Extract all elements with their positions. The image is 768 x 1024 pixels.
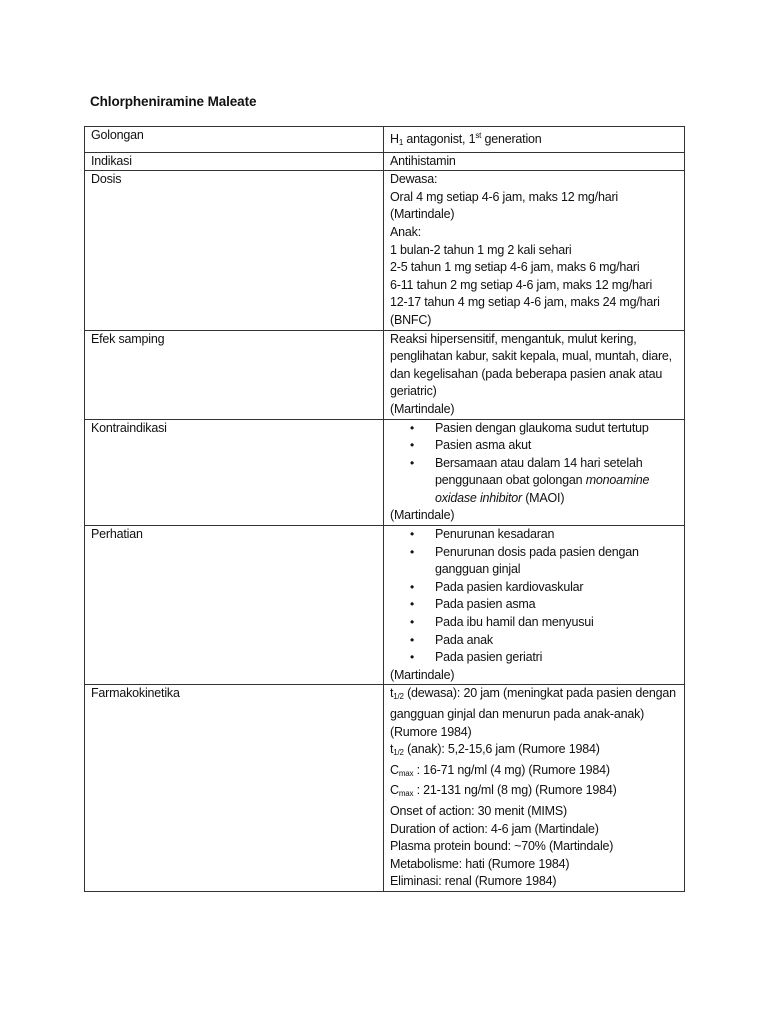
half-life-child-text: (anak): 5,2-15,6 jam (Rumore 1984) [403, 742, 600, 757]
metabolisme: Metabolisme: hati (Rumore 1984) [390, 856, 570, 871]
farmakokinetika-value [384, 685, 685, 892]
t-symbol: t [390, 742, 394, 757]
list-item [390, 420, 680, 438]
efek-samping-value [384, 330, 685, 419]
list-item-text: Pada anak [435, 632, 493, 647]
dosis-line: Anak: [390, 224, 421, 239]
table-row-indikasi [85, 152, 685, 171]
bullet-icon: • [410, 544, 415, 559]
dosis-line: (Martindale) [390, 207, 455, 222]
golongan-generation: generation [481, 132, 542, 146]
dosis-line: 12-17 tahun 4 mg setiap 4-6 jam, maks 24 mg/hari [390, 295, 660, 310]
perhatian-value [384, 526, 685, 685]
cmax-subscript: max [398, 789, 414, 799]
t-half-subscript: 1/2 [393, 692, 404, 702]
list-item [390, 614, 680, 632]
list-item-text: Pasien asma akut [435, 438, 532, 453]
table-row-efek-samping [85, 330, 685, 419]
cmax-8mg-text: : 21-131 ng/ml (8 mg) (Rumore 1984) [413, 783, 617, 798]
half-life-child [390, 741, 680, 762]
list-item-text: Penurunan dosis pada pasien dengan gangguan ginjal [435, 544, 639, 577]
perhatian-list [390, 526, 680, 667]
maoi-italic-text: monoamine oxidase inhibitor [435, 473, 650, 505]
kontraindikasi-source: (Martindale) [390, 508, 455, 523]
dosis-label: Dosis [85, 171, 384, 330]
list-item-text: Pasien dengan glaukoma sudut tertutup [435, 420, 649, 435]
list-item [390, 526, 680, 544]
list-item-text-suffix: (MAOI) [521, 490, 565, 505]
kontraindikasi-label: Kontraindikasi [85, 419, 384, 526]
c-symbol: C [390, 762, 399, 777]
drug-info-table [84, 126, 685, 892]
cmax-4mg [390, 762, 680, 783]
table-row-perhatian [85, 526, 685, 685]
golongan-antagonist: antagonist, 1 [403, 132, 476, 146]
cmax-4mg-text: : 16-71 ng/ml (4 mg) (Rumore 1984) [413, 762, 610, 777]
bullet-icon: • [410, 455, 415, 470]
bullet-icon: • [410, 597, 415, 612]
list-item [390, 579, 680, 597]
farmakokinetika-label: Farmakokinetika [85, 685, 384, 892]
kontraindikasi-value [384, 419, 685, 526]
bullet-icon: • [410, 579, 415, 594]
list-item-text: Penurunan kesadaran [435, 527, 555, 542]
list-item [390, 632, 680, 650]
half-life-adult [390, 685, 680, 741]
bullet-icon: • [410, 615, 415, 630]
bullet-icon: • [410, 438, 415, 453]
bullet-icon: • [410, 632, 415, 647]
golongan-value [384, 127, 685, 153]
half-life-adult-text: (dewasa): 20 jam (meningkat pada pasien dengan gangguan ginjal dan menurun pada anak-anak) (Rumore 1984) [390, 686, 676, 739]
efek-samping-label: Efek samping [85, 330, 384, 419]
perhatian-source: (Martindale) [390, 667, 455, 682]
c-symbol: C [390, 783, 399, 798]
list-item [390, 455, 680, 508]
dosis-value [384, 171, 685, 330]
perhatian-label: Perhatian [85, 526, 384, 685]
table-row-dosis [85, 171, 685, 330]
list-item-text: Bersamaan atau dalam 14 hari setelah penggunaan obat golongan [435, 455, 643, 488]
list-item-text: Pada pasien asma [435, 597, 536, 612]
dosis-line: 1 bulan-2 tahun 1 mg 2 kali sehari [390, 242, 572, 257]
list-item-text: Pada pasien geriatri [435, 650, 543, 665]
dosis-line: 6-11 tahun 2 mg setiap 4-6 jam, maks 12 mg/hari [390, 277, 653, 292]
dosis-line: 2-5 tahun 1 mg setiap 4-6 jam, maks 6 mg/hari [390, 260, 640, 275]
bullet-icon: • [410, 650, 415, 665]
bullet-icon: • [410, 420, 415, 435]
efek-samping-source: (Martindale) [390, 401, 455, 416]
t-symbol: t [390, 686, 394, 701]
page-title: Chlorpheniramine Maleate [90, 94, 257, 109]
cmax-subscript: max [398, 768, 414, 778]
dosis-line: Dewasa: [390, 172, 438, 187]
t-half-subscript: 1/2 [393, 748, 404, 758]
golongan-st-superscript: st [475, 131, 482, 140]
table-row-kontraindikasi [85, 419, 685, 526]
cmax-8mg [390, 782, 680, 803]
kontraindikasi-list [390, 420, 680, 508]
golongan-h-subscript: 1 [398, 138, 404, 147]
efek-samping-text: Reaksi hipersensitif, mengantuk, mulut kering, penglihatan kabur, sakit kepala, mual, muntah, diare, dan kegelisahan (pada beberapa pasien anak atau geriatric) [390, 331, 672, 399]
list-item-text: Pada pasien kardiovaskular [435, 579, 584, 594]
bullet-icon: • [410, 527, 415, 542]
list-item [390, 437, 680, 455]
list-item [390, 544, 680, 579]
golongan-label: Golongan [85, 127, 384, 153]
golongan-h: H [390, 132, 399, 146]
table-row-golongan [85, 127, 685, 153]
indikasi-value: Antihistamin [384, 152, 685, 171]
dosis-line: Oral 4 mg setiap 4-6 jam, maks 12 mg/hari [390, 189, 619, 204]
indikasi-label: Indikasi [85, 152, 384, 171]
plasma-protein-bound: Plasma protein bound: ~70% (Martindale) [390, 839, 614, 854]
onset-of-action: Onset of action: 30 menit (MIMS) [390, 803, 567, 818]
table-row-farmakokinetika [85, 685, 685, 892]
eliminasi: Eliminasi: renal (Rumore 1984) [390, 874, 557, 889]
list-item [390, 649, 680, 667]
dosis-line: (BNFC) [390, 312, 432, 327]
list-item-text: Pada ibu hamil dan menyusui [435, 615, 594, 630]
duration-of-action: Duration of action: 4-6 jam (Martindale) [390, 821, 599, 836]
list-item [390, 596, 680, 614]
